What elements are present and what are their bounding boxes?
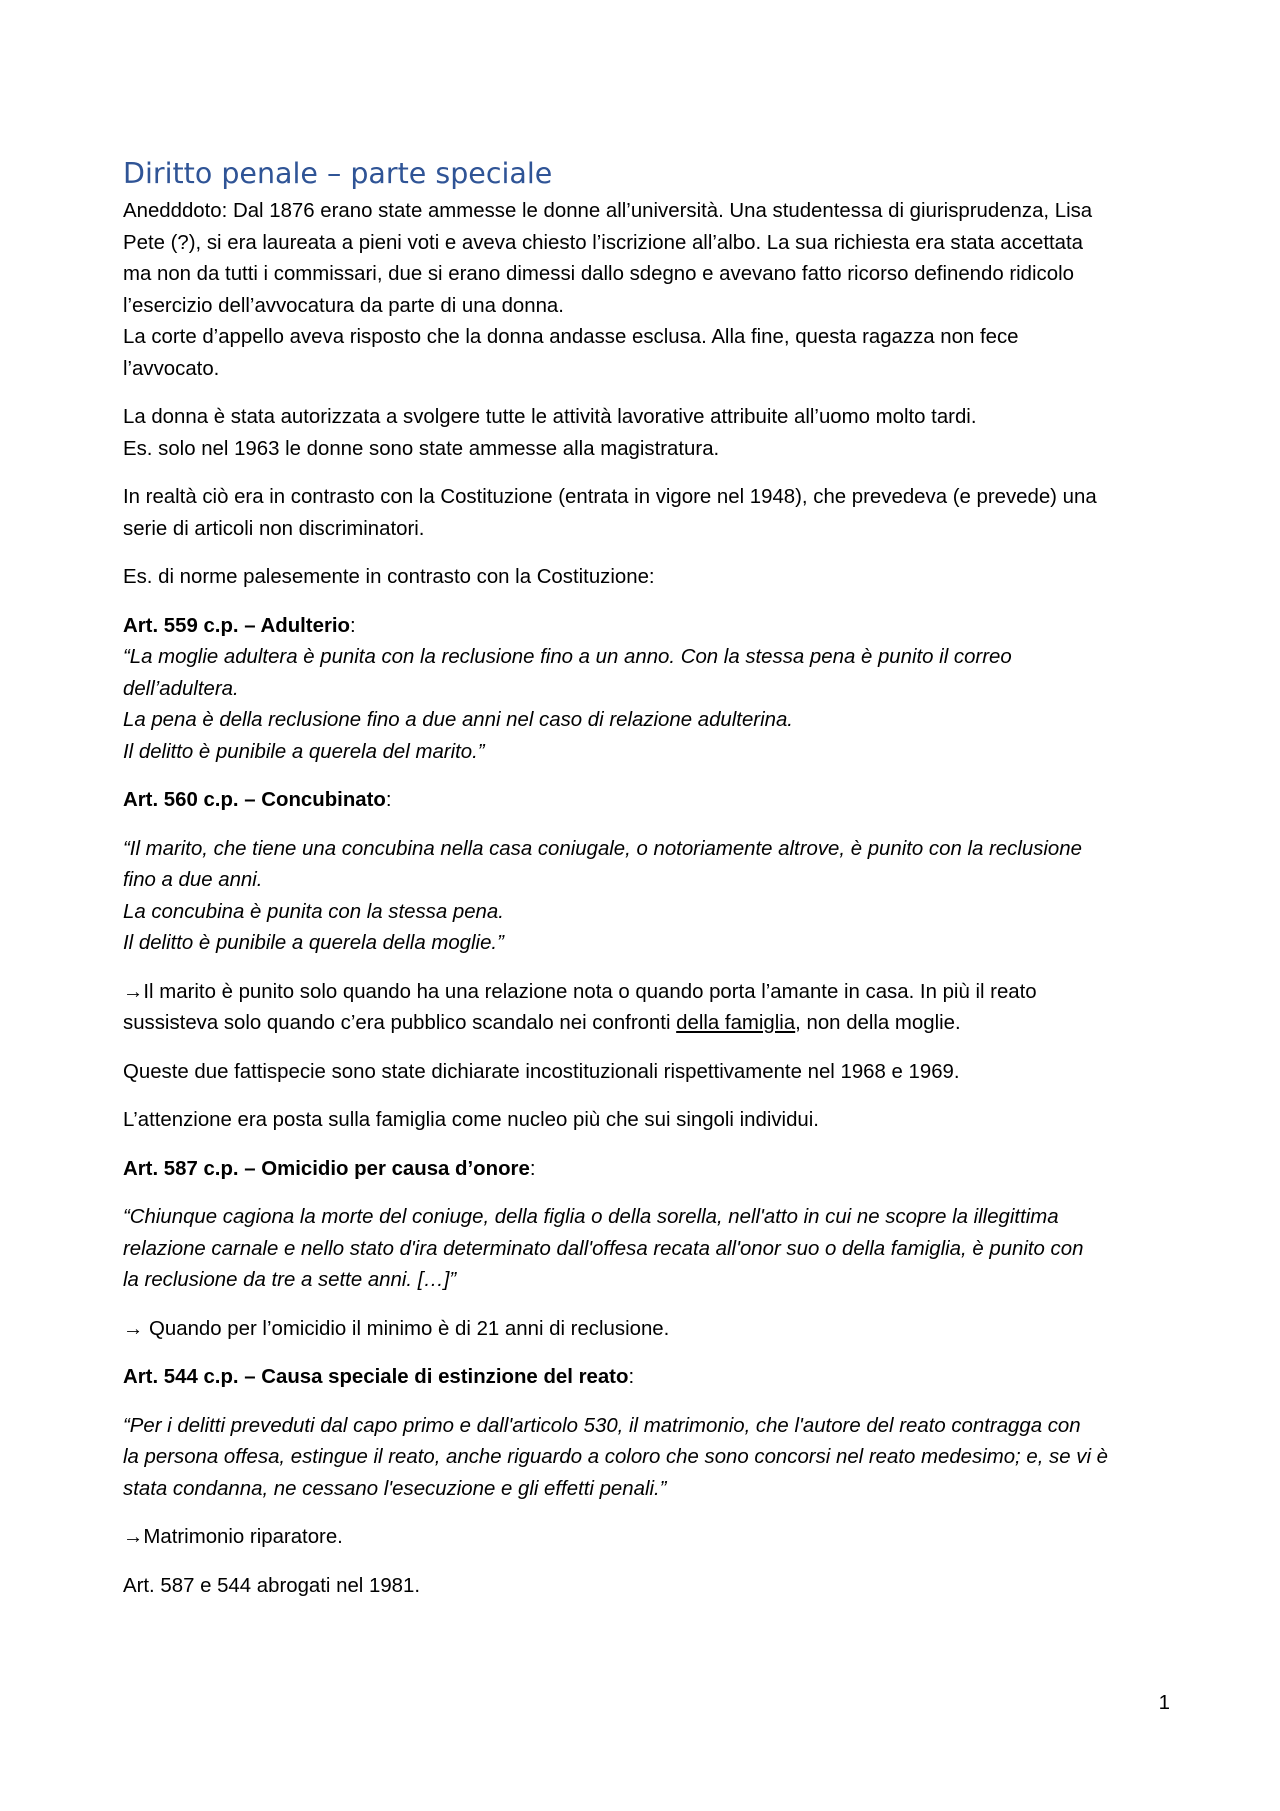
text-segment: , non della moglie. <box>795 1012 961 1034</box>
text-line: ma non da tutti i commissari, due si erano dimessi dallo sdegno e avevano fatto ricorso definendo ridicolo <box>123 263 1074 285</box>
quote-line: La concubina è punita con la stessa pena. <box>123 900 504 923</box>
women-work-paragraph <box>123 402 1173 465</box>
article-560-note <box>123 977 1173 1040</box>
quote-line: “La moglie adultera è punita con la reclusione fino a un anno. Con la stessa pena è punito il correo <box>123 646 1012 668</box>
article-587-heading <box>123 1154 1173 1186</box>
quote-line: “Per i delitti preveduti dal capo primo e dall'articolo 530, il matrimonio, che l'autore del reato contragga con <box>123 1414 1081 1437</box>
text-line: Es. solo nel 1963 le donne sono state ammesse alla magistratura. <box>123 437 720 460</box>
quote-line: stata condanna, ne cessano l'esecuzione e gli effetti penali.” <box>123 1477 667 1500</box>
family-focus-paragraph: L’attenzione era posta sulla famiglia come nucleo più che sui singoli individui. <box>123 1109 819 1131</box>
article-560-heading <box>123 785 1173 817</box>
quote-line: “Chiunque cagiona la morte del coniuge, della figlia o della sorella, nell'atto in cui ne scopre la illegittima <box>123 1206 1059 1228</box>
heading-colon: : <box>385 789 392 811</box>
article-559 <box>123 611 1173 769</box>
article-544-heading <box>123 1362 1173 1394</box>
article-heading <box>123 611 1173 643</box>
text-line: l’avvocato. <box>123 357 220 380</box>
text-line: →Il marito è punito solo quando ha una relazione nota o quando porta l’amante in casa. In più il reato <box>123 980 1037 1003</box>
page-number: 1 <box>1158 1692 1170 1714</box>
text-line: l’esercizio dell’avvocatura da parte di una donna. <box>123 294 564 317</box>
text-line: serie di articoli non discriminatori. <box>123 517 425 540</box>
heading-colon: : <box>350 614 356 637</box>
text-line: La corte d’appello aveva risposto che la donna andasse esclusa. Alla fine, questa ragazza non fece <box>123 326 1019 348</box>
article-heading-text: Art. 587 c.p. – Omicidio per causa d’onore <box>123 1157 530 1180</box>
document-body <box>123 154 1173 1619</box>
abrogation-paragraph: Art. 587 e 544 abrogati nel 1981. <box>123 1574 421 1597</box>
quote-line: Il delitto è punibile a querela della moglie.” <box>123 932 504 954</box>
quote-line: La pena è della reclusione fino a due anni nel caso di relazione adulterina. <box>123 709 793 731</box>
anecdote-paragraph <box>123 196 1173 385</box>
text-line: Anedddoto: Dal 1876 erano state ammesse le donne all’università. Una studentessa di giurisprudenza, Lisa <box>123 200 1093 222</box>
quote-line: la reclusione da tre a sette anni. […]” <box>123 1269 457 1291</box>
heading-colon: : <box>529 1157 536 1180</box>
article-560-quote <box>123 834 1173 960</box>
text-line: La donna è stata autorizzata a svolgere tutte le attività lavorative attribuite all’uomo molto tardi. <box>123 406 977 428</box>
article-heading-text: Art. 560 c.p. – Concubinato <box>123 789 386 811</box>
article-544-quote <box>123 1411 1173 1506</box>
quote-line: relazione carnale e nello stato d'ira determinato dall'offesa recata all'onor suo o della famiglia, è punito con <box>123 1237 1084 1260</box>
article-heading-text: Art. 559 c.p. – Adulterio <box>123 614 350 637</box>
quote-line: Il delitto è punibile a querela del marito.” <box>123 740 485 763</box>
article-544-note: →Matrimonio riparatore. <box>123 1526 343 1548</box>
article-587-note: → Quando per l’omicidio il minimo è di 21 anni di reclusione. <box>123 1317 670 1340</box>
text-segment: sussisteva solo quando c’era pubblico scandalo nei confronti <box>123 1012 677 1034</box>
unconstitutional-paragraph: Queste due fattispecie sono state dichiarate incostituzionali rispettivamente nel 1968 e 1969. <box>123 1060 960 1083</box>
quote-line: fino a due anni. <box>123 869 263 891</box>
article-587-quote <box>123 1202 1173 1297</box>
quote-line: “Il marito, che tiene una concubina nella casa coniugale, o notoriamente altrove, è punito con la reclusione <box>123 837 1082 860</box>
text-line: In realtà ciò era in contrasto con la Costituzione (entrata in vigore nel 1948), che prevedeva (e prevede) una <box>123 486 1097 508</box>
quote-line: la persona offesa, estingue il reato, anche riguardo a coloro che sono concorsi nel reato medesimo; e, se vi è <box>123 1446 1108 1468</box>
document-title: Diritto penale – parte speciale <box>123 157 553 190</box>
text-line: Pete (?), si era laureata a pieni voti e aveva chiesto l’iscrizione all’albo. La sua richiesta era stata accettata <box>123 231 1084 254</box>
examples-intro: Es. di norme palesemente in contrasto con la Costituzione: <box>123 566 655 588</box>
constitution-paragraph <box>123 482 1173 545</box>
quote-line: dell’adultera. <box>123 677 239 700</box>
text-line <box>123 1008 1173 1040</box>
article-heading-text: Art. 544 c.p. – Causa speciale di estinzione del reato <box>123 1366 629 1388</box>
heading-colon: : <box>628 1366 635 1388</box>
underlined-text: della famiglia <box>676 1012 796 1034</box>
